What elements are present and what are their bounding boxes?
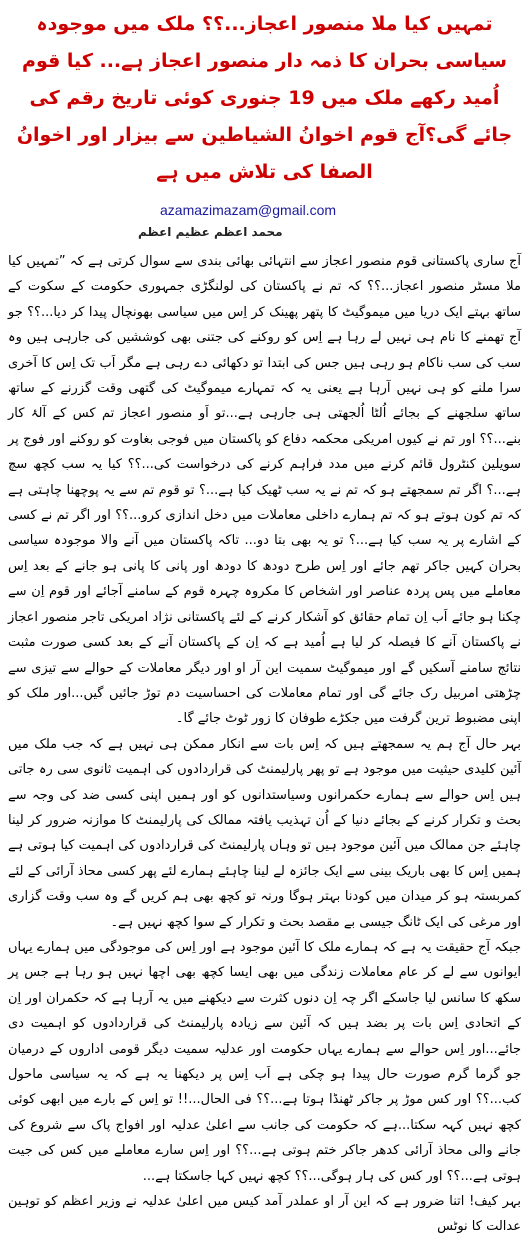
article-headline: تمہیں کیا ملا منصور اعجاز...؟؟ ملک میں موجودہ سیاسی بحران کا ذمہ دار منصور اعجاز ہے... کیا قوم اُمید رکھے ملک میں 19 جنوری کوئی تاریخ رقم کی جائے گی؟آج قوم اخوانُ الشیاطین سے بیزار اور اخوانُ الصفا کی تلاش میں ہے	[16, 13, 513, 183]
author-email: azamazimazam@gmail.com	[160, 202, 337, 218]
article-body	[0, 241, 529, 1240]
author-byline: محمد اعظم عظیم اعظم	[138, 225, 283, 239]
article-paragraph-4: بہر کیف! اتنا ضرور ہے کہ این آر او عملدر آمد کیس میں اعلیٰ عدلیہ نے وزیر اعظم کو توہین عدالت کا نوٹس	[8, 1194, 521, 1235]
article-paragraph-3: جبکہ آج حقیقت یہ ہے کہ ہمارے ملک کا آئین موجود ہے اور اِس کی موجودگی میں ہمارے یہاں ایوانوں سے لے کر عام معاملات زندگی میں بھی ایسا کچھ بھی اچھا نہیں ہو رہا ہے جس پر سکھ کا سانس لیا جاسکے اگر چہ اِن دنوں کثرت سے دیکھنے میں یہ آرہا ہے کہ حکمران اور اِن کے اتحادی اِس بات پر بضد ہیں کہ آئین سے زیادہ پارلیمنٹ کی قراردادوں کو اہمیت دی جائے...اور اِس حوالے سے ہمارے یہاں حکومت اور عدلیہ سمیت دیگر قومی اداروں کے درمیان جو گرما گرم صورت حال پیدا ہو چکی ہے اَب اِس پر دیکھنا یہ ہے کہ یہ سیاسی ماحول کب...؟؟ اور کس موڑ پر جاکر ٹھنڈا ہوتا ہے...؟؟ فی الحال...!! تو اِس کے بارے میں ابھی کوئی کچھ نہیں کہہ سکتا...ہے کہ حکومت کی جانب سے اعلیٰ عدلیہ اور افواج پاک سے شروع کی جانے والی محاذ آرائی کدھر جاکر ختم ہوتی ہے...؟؟ اور اِس سارے معاملے میں کس کی جیت ہوتی ہے...؟؟ اور کس کی ہار ہوگی...؟؟ کچھ نہیں کہا جاسکتا ہے...	[8, 939, 521, 1184]
article-paragraph-1: آج ساری پاکستانی قوم منصور اعجاز سے انتہائی بھائی بندی سے سوال کرتی ہے کہ ”تمہیں کیا ملا مسٹر منصور اعجاز...؟؟ کہ تم نے پاکستان کی لولنگڑی جمہوری حکومت کے سکوت کے ساتھ بہتے ایک دریا میں میموگیٹ کا پتھر پھینک کر اِس میں سیاسی بھونچال پیدا کر دیا...؟؟ جو آج تھمنے کا نام ہی نہیں لے رہا ہے اِس کو روکنے کی جتنی بھی کوششیں کی جارہی ہیں وہ سب کی سب ناکام ہو رہی ہیں جس کی ابتدا تو دکھائی دے رہی ہے مگر اَب تک اِس کا آخری سرا ملنے کو ہی نہیں آرہا ہے یعنی یہ کہ تمہارے میموگیٹ کی گتھی وقت گزرنے کے ساتھ ساتھ سلجھنے کے بجائے اُلٹا اُلجھتی ہی جارہی ہے...تو اَو منصور اعجاز تم کس کے آلۂ کار بنے...؟؟ اور تم نے کیوں امریکی محکمہ دفاع کو پاکستان میں فوجی بغاوت کو روکنے اور فوج پر سویلین کنٹرول قائم کرنے میں مدد فراہم کرنے کی درخواست کی...؟؟ کیا یہ سب کچھ سچ ہے...؟ اگر تم سمجھتے ہو کہ تم نے یہ سب ٹھیک کیا ہے...؟ تو قوم تم سے یہ پوچھنا چاہتی ہے کہ تم کون ہوتے ہو کہ تم ہمارے داخلی معاملات میں دخل اندازی کرو...؟؟ اور اگر تم نے کسی کے اشارے پر یہ سب کیا ہے...؟ تو یہ بھی بتا دو... تاکہ پاکستان میں آنے والا موجودہ سیاسی بحران کہیں جاکر تھم جائے اور اِس طرح دودھ کا دودھ اور پانی کا پانی ہو جانے کے بعد اِس معاملے میں پس پردہ عناصر اور اشخاص کا مکروہ چہرہ قوم کے سامنے آجائے اور قوم اِن سے چکنا ہو جائے اَب اِن تمام حقائق کو آشکار کرنے کے لئے پاکستانی نژاد امریکی تاجر منصور اعجاز نے پاکستان آنے کا فیصلہ کر لیا ہے اُمید ہے کہ اِن کے پاکستان آنے کے بعد کسی صورت مثبت نتائج سامنے آسکیں گے اور میموگیٹ سمیت این آر او اور دیگر معاملات کے حوالے سے تیزی سے چڑھتی امربیل رک جائے گی اور تمام معاملات کی احساسیت دم توڑ جائیں گیں...اور ملک کو اپنی مضبوط ترین گرفت میں جکڑے طوفان کا زور ٹوٹ جائے گا۔	[8, 254, 521, 727]
article-paragraph-2: بہر حال آج ہم یہ سمجھتے ہیں کہ اِس بات سے انکار ممکن ہی نہیں ہے کہ جب ملک میں آئین کلیدی حیثیت میں موجود ہے تو پھر پارلیمنٹ کی قراردادوں کی اہمیت ثانوی سی رہ جاتی ہیں اِس حوالے سے ہمارے حکمرانوں وسیاستدانوں کو اور ہمیں اپنی کسی ضد کی وجہ سے بحث و تکرار کرنے کے بجائے دنیا کے اُن تہذیب یافتہ ممالک کی پارلیمنٹ کا موازنہ ضرور کر لینا چاہئے جن ممالک میں آئین موجود ہیں تو وہاں پارلیمنٹ کی قراردادوں کی اہمیت کیا ہوتی ہے ہمیں اِس کا بھی باریک بینی سے ایک جائزہ لے لینا چاہئے ہمارے لئے پھر کسی محاذ آرائی کے لئے کمربستہ ہو کر میدان میں کودنا بہتر ہوگا ورنہ تو کچھ بھی ہم کریں گے وہ سب وقت گزاری اور مرغی کی ایک ٹانگ جیسی بے مقصد بحث و تکرار کے سوا کچھ نہیں ہے۔	[8, 736, 521, 930]
